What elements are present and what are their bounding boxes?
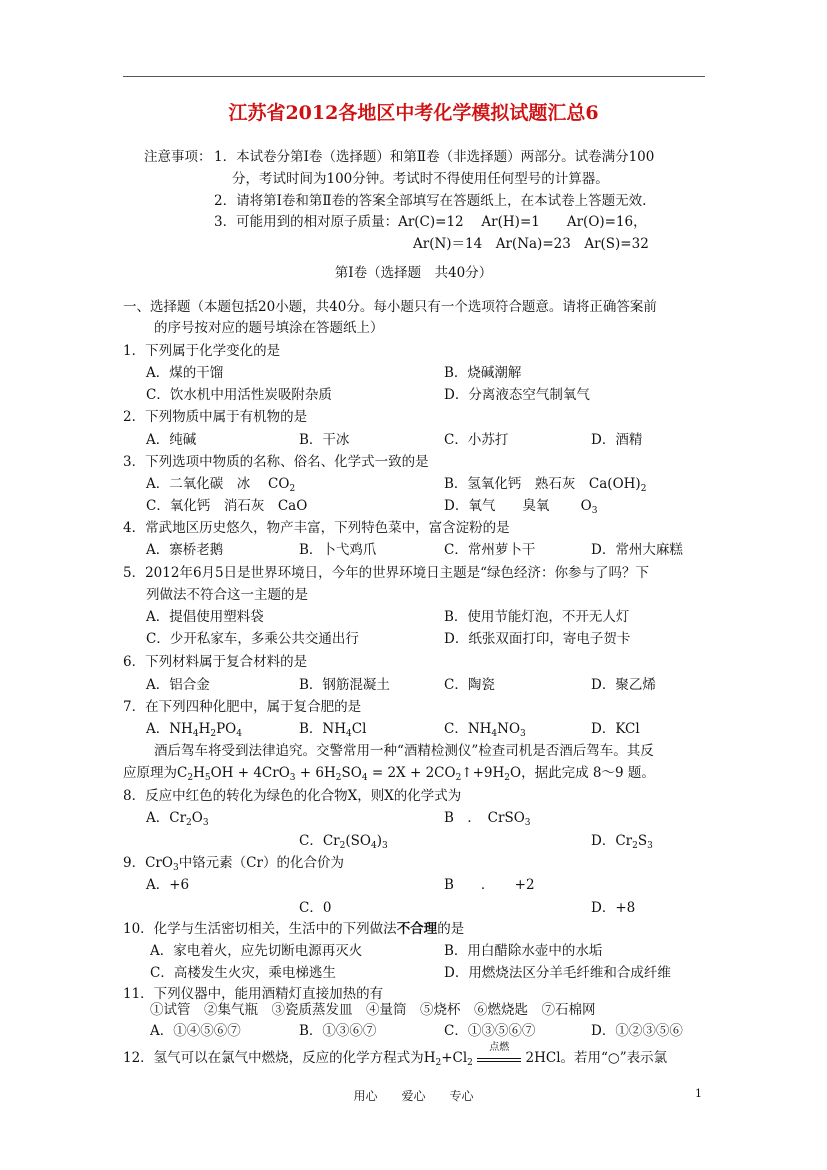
q9-option-a: A．+6: [146, 877, 190, 893]
q10-option-d: D．用燃烧法区分羊毛纤维和合成纤维: [444, 965, 671, 981]
q11-stem: 11．下列仪器中，能用酒精灯直接加热的有: [123, 986, 384, 1002]
q9-stem: 9．CrO$_3$中铬元素（Cr）的化合价为: [123, 855, 344, 873]
note-2: 2．请将第Ⅰ卷和第Ⅱ卷的答案全部填写在答题纸上，在本试卷上答题无效.: [214, 193, 647, 209]
q8-stem: 8．反应中红色的转化为绿色的化合物X，则X的化学式为: [123, 788, 462, 804]
q2-option-c: C．小苏打: [444, 432, 509, 448]
q7-option-a: A．$NH_4H_2PO_4$: [146, 721, 242, 739]
q1-option-d: D．分离液态空气制氧气: [444, 387, 590, 403]
q11-option-b: B．①③⑥⑦: [299, 1023, 377, 1039]
q12-stem: 12．氢气可以在氯气中燃烧，反应的化学方程式为$H_2+Cl_2$ 点燃 2HCl。若用“○”表示氯: [123, 1042, 668, 1068]
q9-option-b: B ． +2: [444, 877, 535, 893]
q8-option-b: B ． CrSO$_3$: [444, 810, 531, 828]
passage-line-2: 应原理为$C_2H_5OH + 4CrO_3 + 6H_2SO_4 = 2X$ + $2CO_2↑+9H_2O$，据此完成 8～9 题。: [123, 765, 655, 783]
q5-stem-cont: 列做法不符合这一主题的是: [146, 587, 308, 603]
q2-option-a: A．纯碱: [146, 432, 197, 448]
q8-option-c: C．$Cr_2(SO_4)_3$: [299, 833, 388, 851]
q6-option-c: C．陶瓷: [444, 677, 495, 693]
document-title: 江苏省2012各地区中考化学模拟试题汇总6: [228, 102, 599, 124]
q11-option-c: C．①③⑤⑥⑦: [444, 1023, 536, 1039]
note-3b: Ar(N)＝14 Ar(Na)=23 Ar(S)=32: [413, 236, 649, 252]
q3-option-c: C．氧化钙 消石灰 CaO: [146, 498, 308, 514]
q2-stem: 2．下列物质中属于有机物的是: [123, 409, 308, 425]
q11-option-a: A．①④⑤⑥⑦: [150, 1023, 241, 1039]
note-3a: 3．可能用到的相对原子质量：Ar(C)=12 Ar(H)=1 Ar(O)=16，: [214, 214, 647, 230]
page-number: 1: [695, 1087, 702, 1100]
q1-option-a: A．煤的干馏: [146, 365, 224, 381]
q3-option-d: D．氧气 臭氧 $O_3$: [444, 498, 598, 516]
q1-option-c: C．饮水机中用活性炭吸附杂质: [146, 387, 332, 403]
q4-option-d: D．常州大麻糕: [591, 542, 683, 558]
q4-stem: 4．常武地区历史悠久，物产丰富，下列特色菜中，富含淀粉的是: [123, 520, 510, 536]
q10-option-c: C．高楼发生火灾，乘电梯逃生: [150, 965, 336, 981]
q4-option-b: B．卜弋鸡爪: [299, 542, 377, 558]
note-1a: 1．本试卷分第Ⅰ卷（选择题）和第Ⅱ卷（非选择题）两部分。试卷满分100: [214, 149, 655, 165]
q1-stem: 1．下列属于化学变化的是: [123, 343, 281, 359]
q6-option-d: D．聚乙烯: [591, 677, 656, 693]
reaction-condition: 点燃: [477, 1051, 521, 1062]
q9-option-c: C．0: [299, 900, 332, 916]
header-rule: [123, 76, 705, 77]
q7-option-d: D．KCl: [591, 721, 640, 737]
q6-option-b: B．钢筋混凝土: [299, 677, 390, 693]
q1-option-b: B．烧碱潮解: [444, 365, 522, 381]
q5-option-d: D．纸张双面打印，寄电子贺卡: [444, 631, 631, 647]
page-footer: 用心 爱心 专心: [353, 1089, 474, 1103]
q5-stem: 5．2012年6月5日是世界环境日，今年的世界环境日主题是“绿色经济：你参与了吗？下: [123, 565, 650, 581]
part1-instructions-cont: 的序号按对应的题号填涂在答题纸上）: [154, 320, 384, 336]
q4-option-a: A．寨桥老鹅: [146, 542, 224, 558]
q5-option-b: B．使用节能灯泡，不开无人灯: [444, 609, 630, 625]
passage-line-1: 酒后驾车将受到法律追究。交警常用一种“酒精检测仪”检查司机是否酒后驾车。其反: [154, 743, 654, 759]
q7-option-b: B．$NH_4Cl$: [299, 721, 367, 739]
q11-option-d: D．①②③⑤⑥: [591, 1023, 683, 1039]
q8-option-d: D．$Cr_2S_3$: [591, 833, 653, 851]
q3-stem: 3．下列选项中物质的名称、俗名、化学式一致的是: [123, 454, 429, 470]
q5-option-c: C．少开私家车，多乘公共交通出行: [146, 631, 359, 647]
q3-option-a: A．二氧化碳 冰 $CO_2$: [146, 476, 296, 494]
q7-option-c: C．$NH_4NO_3$: [444, 721, 526, 739]
q11-items: ①试管 ②集气瓶 ③瓷质蒸发皿 ④量筒 ⑤烧杯 ⑥燃烧匙 ⑦石棉网: [150, 1002, 596, 1018]
q7-stem: 7．在下列四种化肥中，属于复合肥的是: [123, 699, 362, 715]
q6-option-a: A．铝合金: [146, 677, 210, 693]
q4-option-c: C．常州萝卜干: [444, 542, 536, 558]
note-1b: 分，考试时间为100分钟。考试时不得使用任何型号的计算器。: [232, 171, 609, 187]
q2-option-b: B．干冰: [299, 432, 350, 448]
notes-label: 注意事项：: [144, 149, 212, 165]
q9-option-d: D．+8: [591, 900, 636, 916]
q5-option-a: A．提倡使用塑料袋: [146, 609, 264, 625]
q10-option-a: A．家电着火，应先切断电源再灭火: [150, 943, 363, 959]
q3-option-b: B．氢氧化钙 熟石灰 $Ca(OH)_2$: [444, 476, 647, 494]
q10-option-b: B．用白醋除水壶中的水垢: [444, 943, 603, 959]
section-title: 第Ⅰ卷（选择题 共40分）: [334, 265, 493, 281]
q10-stem: 10．化学与生活密切相关，生活中的下列做法不合理的是: [123, 921, 465, 937]
q8-option-a: A．$Cr_2O_3$: [146, 810, 209, 828]
part1-instructions: 一、选择题（本题包括20小题，共40分。每小题只有一个选项符合题意。请将正确答案前: [123, 299, 657, 315]
q6-stem: 6．下列材料属于复合材料的是: [123, 654, 308, 670]
q2-option-d: D．酒精: [591, 432, 643, 448]
